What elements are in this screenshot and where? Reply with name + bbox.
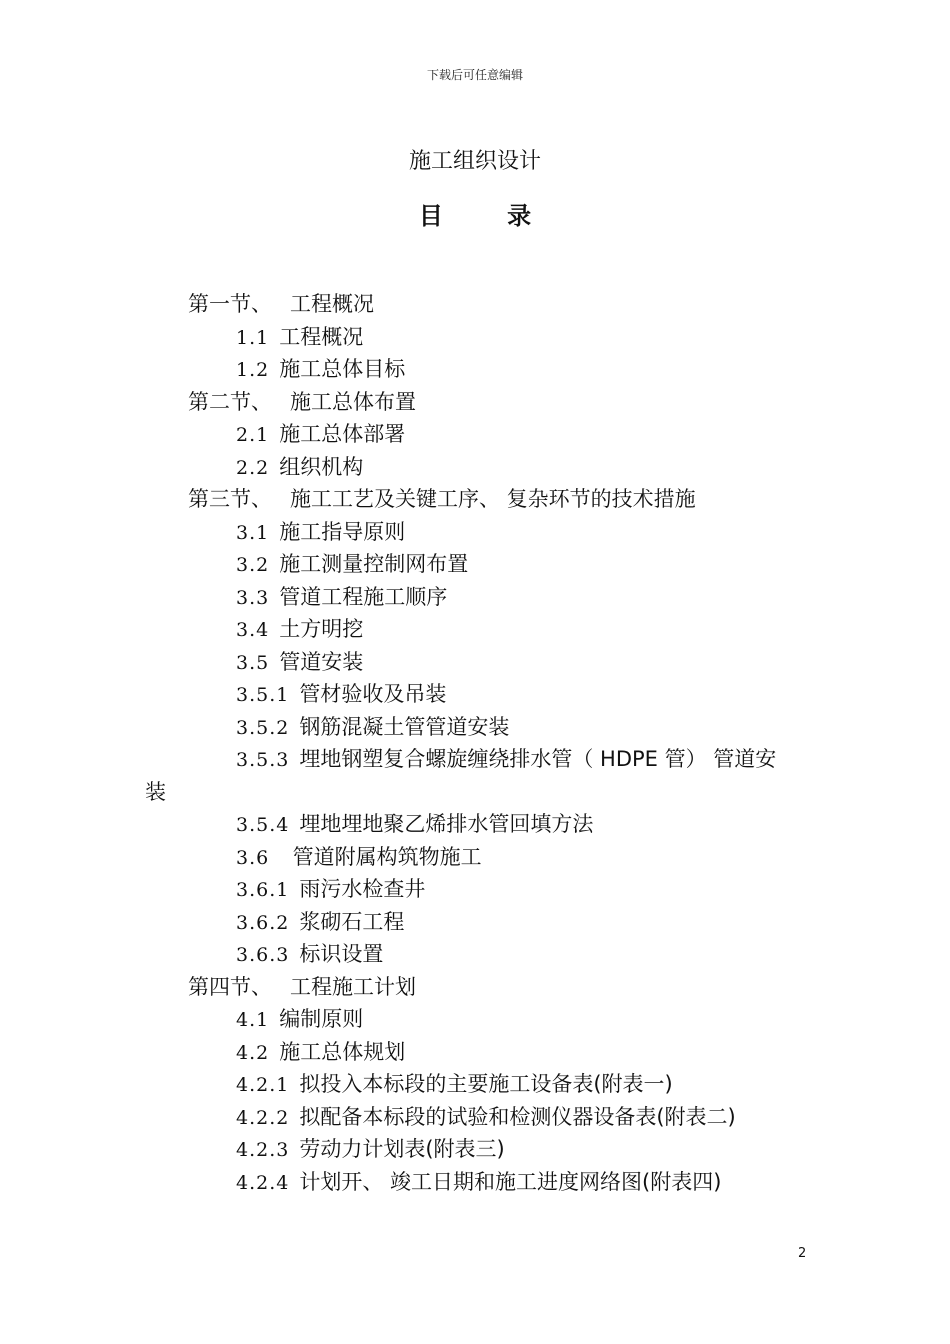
- toc-entry-number: 1.1: [236, 326, 270, 349]
- toc-entry-label: 施工总体部署: [279, 422, 406, 446]
- toc-entry: [0, 581, 950, 614]
- toc-entry-number: 4.1: [236, 1009, 270, 1031]
- toc-heading-char-1: 目: [418, 202, 443, 230]
- toc-entry: [0, 451, 950, 484]
- toc-entry-label: 施工指导原则: [279, 519, 406, 544]
- toc-entry-number: 2.2: [236, 456, 270, 479]
- toc-entry: [0, 1003, 950, 1036]
- toc-entry-label: 施工总体目标: [279, 357, 406, 381]
- toc-entry: [0, 906, 950, 939]
- toc-entry: [0, 483, 950, 516]
- table-of-contents: [0, 288, 950, 1198]
- toc-entry-label: 工程概况: [279, 324, 364, 349]
- toc-entry-number: 2.1: [236, 424, 270, 446]
- toc-entry: [0, 613, 950, 646]
- toc-entry: [0, 646, 950, 679]
- toc-entry-number: 3.3: [236, 586, 270, 609]
- toc-entry-number: 3.5.4: [236, 814, 290, 836]
- toc-entry-label: 施工总体布置: [290, 389, 416, 414]
- toc-entry-label: 施工总体规划: [279, 1039, 406, 1064]
- toc-entry: [0, 1068, 950, 1101]
- toc-entry-number: 第一节、: [188, 292, 272, 316]
- toc-entry-number: 3.1: [236, 521, 270, 544]
- toc-entry-number: 4.2.4: [236, 1171, 290, 1194]
- document-title: 施工组织设计: [408, 149, 541, 174]
- toc-heading-char-2: 录: [507, 202, 532, 230]
- toc-entry: [0, 1101, 950, 1134]
- toc-entry: [0, 873, 950, 906]
- toc-entry: [0, 353, 950, 386]
- toc-entry-label: 拟投入本标段的主要施工设备表(附表一): [299, 1072, 673, 1096]
- toc-entry: [0, 841, 950, 874]
- toc-entry-label: 浆砌石工程: [299, 909, 405, 934]
- toc-entry-label: 管道附属构筑物施工: [279, 844, 482, 869]
- toc-entry-number: 3.6: [236, 846, 270, 869]
- toc-entry: [0, 1166, 950, 1199]
- toc-entry-label: 管道工程施工顺序: [279, 584, 448, 609]
- toc-entry-label: 编制原则: [279, 1007, 364, 1031]
- toc-entry: [0, 938, 950, 971]
- toc-entry-number: 4.2: [236, 1041, 270, 1064]
- toc-entry-number: 3.5.3: [236, 749, 290, 771]
- toc-entry-label: 标识设置: [299, 942, 384, 966]
- toc-entry: [0, 776, 950, 809]
- toc-entry: [0, 711, 950, 744]
- toc-entry-label: 工程概况: [290, 292, 374, 316]
- toc-entry-label: 计划开、 竣工日期和施工进度网络图(附表四): [299, 1169, 722, 1194]
- toc-entry-number: 4.2.1: [236, 1074, 290, 1096]
- toc-entry: [0, 971, 950, 1004]
- toc-entry-label: 埋地埋地聚乙烯排水管回填方法: [299, 812, 594, 836]
- toc-entry: [0, 1133, 950, 1166]
- toc-entry-label: 拟配备本标段的试验和检测仪器设备表(附表二): [299, 1104, 736, 1129]
- toc-entry-number: 3.6.2: [236, 911, 290, 934]
- toc-entry-label: 劳动力计划表(附表三): [299, 1137, 505, 1161]
- toc-entry-number: 第四节、: [188, 974, 272, 999]
- toc-entry: [0, 678, 950, 711]
- toc-entry-number: 4.2.3: [236, 1139, 290, 1161]
- toc-entry-number: 第三节、: [188, 487, 272, 511]
- toc-entry-label: 工程施工计划: [290, 974, 416, 999]
- page-number: 2: [798, 1246, 807, 1261]
- toc-entry-label: 管材验收及吊装: [299, 682, 447, 706]
- toc-entry: [0, 743, 950, 776]
- toc-entry-label: 装: [145, 779, 166, 804]
- toc-entry: [0, 288, 950, 321]
- toc-entry: [0, 418, 950, 451]
- toc-entry: [0, 548, 950, 581]
- toc-entry-label: 组织机构: [279, 454, 364, 479]
- toc-entry-label: 土方明挖: [279, 617, 364, 641]
- toc-entry: [0, 321, 950, 354]
- toc-entry-label: 施工测量控制网布置: [279, 552, 469, 576]
- toc-entry: [0, 1036, 950, 1069]
- toc-entry-number: 第二节、: [188, 389, 272, 414]
- toc-entry-label: 雨污水检查井: [299, 877, 426, 901]
- toc-entry-number: 3.6.1: [236, 879, 290, 901]
- toc-entry-number: 3.5.1: [236, 684, 290, 706]
- toc-entry-label: 管道安装: [279, 649, 364, 674]
- toc-entry-number: 3.5: [236, 651, 270, 674]
- page-header: 下载后可任意编辑: [426, 68, 523, 82]
- toc-entry-label: 钢筋混凝土管管道安装: [299, 714, 510, 739]
- toc-entry-number: 3.6.3: [236, 944, 290, 966]
- toc-entry: [0, 386, 950, 419]
- toc-entry-label: 埋地钢塑复合螺旋缠绕排水管（ HDPE 管） 管道安: [299, 747, 777, 771]
- toc-entry-number: 3.4: [236, 619, 270, 641]
- toc-heading: [0, 196, 950, 231]
- toc-entry: [0, 808, 950, 841]
- toc-entry-number: 3.2: [236, 554, 270, 576]
- toc-entry-number: 4.2.2: [236, 1106, 290, 1129]
- toc-entry-number: 1.2: [236, 359, 270, 381]
- toc-entry: [0, 516, 950, 549]
- toc-entry-label: 施工工艺及关键工序、 复杂环节的技术措施: [290, 487, 696, 511]
- toc-entry-number: 3.5.2: [236, 716, 290, 739]
